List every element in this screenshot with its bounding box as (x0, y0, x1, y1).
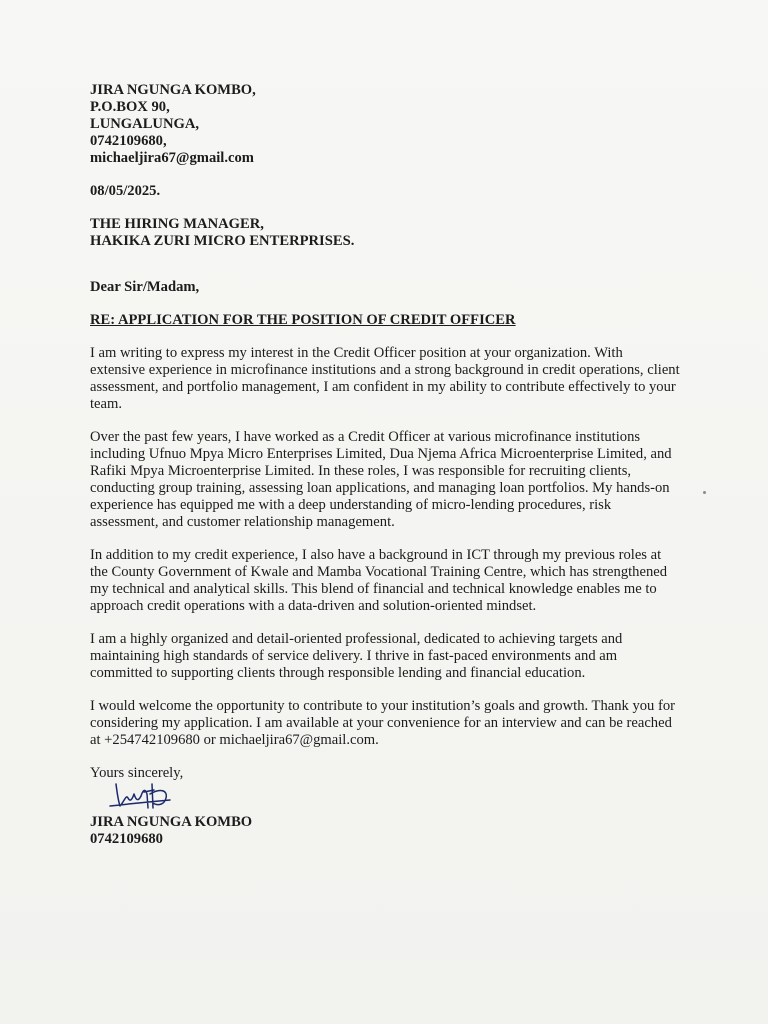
paragraph-experience: Over the past few years, I have worked as a Credit Officer at various microfinance institutions including Ufnuo Mpya Micro Enterprises Limited, Dua Njema Africa Microenterprise Limited, and Rafiki Mpya Microenterprise Limited. In these roles, I was responsible for recruiting clients, conducting group training, assessing loan applications, and managing loan portfolios. My hands-on experience has equipped me with a deep understanding of micro-lending procedures, risk assessment, and customer relationship management. (90, 429, 672, 530)
signer-name: JIRA NGUNGA KOMBO (90, 814, 253, 830)
sender-name: JIRA NGUNGA KOMBO, (90, 82, 256, 98)
sender-town: LUNGALUNGA, (90, 116, 200, 132)
salutation: Dear Sir/Madam, (90, 279, 200, 295)
letter-date: 08/05/2025. (90, 183, 161, 199)
paragraph-intro: I am writing to express my interest in the Credit Officer position at your organization. With extensive experience in microfinance institutions and a strong background in credit operations, client assessment, and portfolio management, I am confident in my ability to contribute effectively to your team. (90, 345, 680, 412)
signature-mark (108, 780, 198, 814)
scan-speck (703, 491, 706, 494)
letter-body (90, 82, 680, 848)
sender-phone: 0742109680, (90, 133, 167, 149)
paragraph-qualities: I am a highly organized and detail-oriented professional, dedicated to achieving targets and maintaining high standards of service delivery. I thrive in fast-paced environments and am committed to supporting clients through responsible lending and financial education. (90, 631, 623, 681)
subject-line: RE: APPLICATION FOR THE POSITION OF CREDIT OFFICER (90, 312, 516, 328)
recipient-title: THE HIRING MANAGER, (90, 216, 264, 232)
sender-email: michaeljira67@gmail.com (90, 150, 254, 166)
recipient-address (90, 216, 680, 250)
paragraph-closing: I would welcome the opportunity to contribute to your institution’s goals and growth. Thank you for considering my application. I am available at your convenience for an interview and can be reached at +254742109680 or michaeljira67@gmail.com. (90, 698, 676, 748)
handwritten-signature (108, 780, 680, 814)
signer-phone: 0742109680 (90, 831, 163, 847)
sender-box: P.O.BOX 90, (90, 99, 170, 115)
signer-block (90, 814, 680, 848)
closing-phrase: Yours sincerely, (90, 765, 184, 781)
sender-address (90, 82, 680, 167)
recipient-company: HAKIKA ZURI MICRO ENTERPRISES. (90, 233, 355, 249)
paragraph-ict: In addition to my credit experience, I also have a background in ICT through my previous roles at the County Government of Kwale and Mamba Vocational Training Centre, which has strengthened my technical and analytical skills. This blend of financial and technical knowledge enables me to approach credit operations with a data-driven and solution-oriented mindset. (90, 547, 668, 614)
